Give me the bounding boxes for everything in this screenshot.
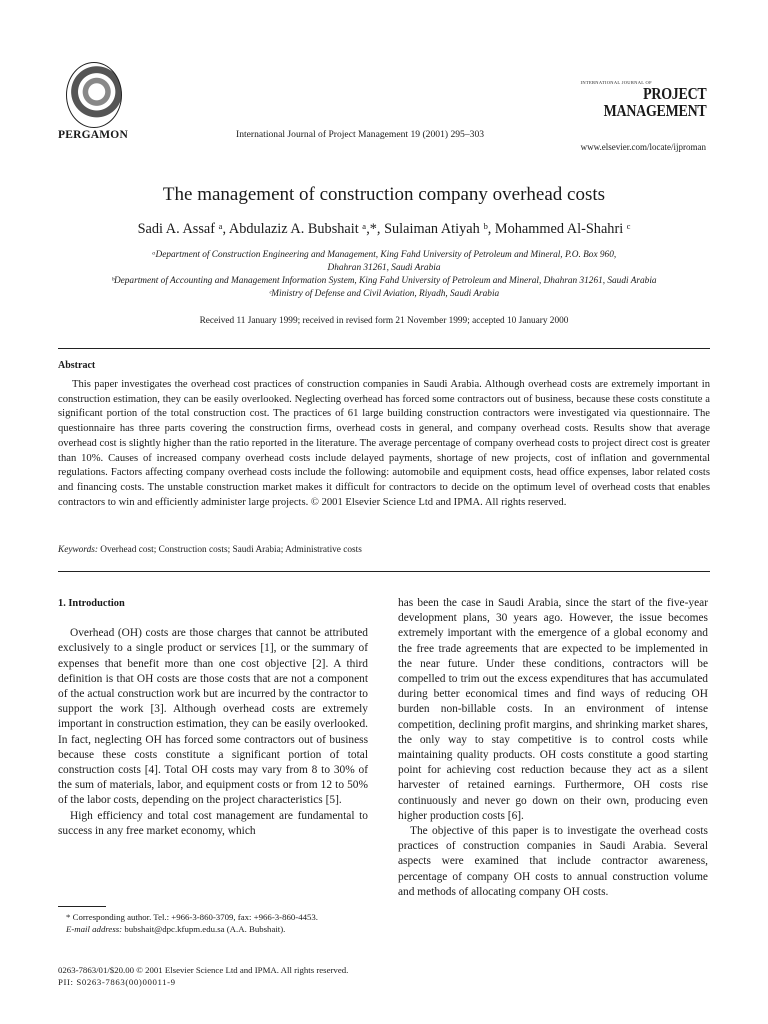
received-dates: Received 11 January 1999; received in revised form 21 November 1999; accepted 10 January 2000 [199, 316, 569, 326]
affiliation-a-line2: Dhahran 31261, Saudi Arabia [327, 263, 441, 273]
body-column-left [58, 596, 368, 839]
journal-logo-small: INTERNATIONAL JOURNAL OF [580, 80, 652, 85]
footnote [58, 911, 368, 936]
email-address[interactable]: bubshait@dpc.kfupm.edu.sa (A.A. Bubshait). [124, 924, 286, 935]
footnote-divider [58, 906, 106, 907]
affiliation-b: ᵇDepartment of Accounting and Management Information System, King Fahd University of Petroleum and Mineral, Dhahran 31261, Saudi Arabia [111, 276, 657, 286]
footer [58, 964, 348, 989]
publisher-name: PERGAMON [58, 129, 128, 141]
divider-bottom [58, 571, 710, 572]
keywords-label: Keywords: [58, 545, 98, 555]
pii-line: PII: S0263-7863(00)00011-9 [58, 977, 176, 988]
publisher-logo-icon [66, 62, 122, 128]
journal-citation: International Journal of Project Management 19 (2001) 295–303 [236, 129, 485, 140]
paragraph: The objective of this paper is to investigate the overhead costs practices of construction companies in Saudi Arabia. Several aspects were examined that include contractor awareness, percentage of company OH costs to annual construction volume and methods of allocating company OH costs. [398, 825, 708, 898]
journal-logo-line1: PROJECT [642, 84, 706, 103]
article-title: The management of construction company overhead costs [162, 184, 606, 205]
email-label: E-mail address: [66, 924, 123, 935]
journal-url[interactable]: www.elsevier.com/locate/ijproman [580, 142, 706, 152]
journal-logo [581, 80, 706, 119]
corresponding-author: * Corresponding author. Tel.: +966-3-860-3709, fax: +966-3-860-4453. [66, 912, 318, 922]
author-list: Sadi A. Assaf ᵃ, Abdulaziz A. Bubshait ᵃ,*, Sulaiman Atiyah ᵇ, Mohammed Al-Shahri ᶜ [137, 221, 631, 237]
abstract-text: This paper investigates the overhead cost practices of construction companies in Saudi Arabia. Although overhead costs are extremely important in construction estimation, they can be easily overlooked. Neglecting overhead has forced some contractors out of business, because these costs constitute a significant portion of the total construction cost. The practices of 61 large building construction contractors were investigated via questionnaire. The questionnaire has three parts covering the construction firms, overhead costs in general, and company overhead costs. Results show that average overhead cost is slightly higher than the ratio reported in the literature. The average percentage of company overhead costs to project direct cost is greater than 10%. Causes of increased company overhead costs include delayed payments, shortage of new projects, cost of inflation and governmental regulations. Factors affecting company overhead costs include the following: automobile and equipment costs, head office expenses, labor related costs and financing costs. The unstable construction market makes it difficult for contractors to decide on the optimum level of overhead costs that enables contractors to win and efficiently administer large projects. © 2001 Elsevier Science Ltd and IPMA. All rights reserved. [58, 379, 710, 508]
journal-logo-line2: MANAGEMENT [603, 101, 706, 120]
issn-line: 0263-7863/01/$20.00 © 2001 Elsevier Science Ltd and IPMA. All rights reserved. [58, 965, 349, 975]
divider-top [58, 348, 710, 349]
affiliation-a-line1: ᵃDepartment of Construction Engineering and Management, King Fahd University of Petroleum and Mineral, P.O. Box 960, [151, 250, 617, 260]
affiliations [64, 249, 704, 301]
keywords-list: Overhead cost; Construction costs; Saudi Arabia; Administrative costs [100, 545, 362, 555]
affiliation-c: ᶜMinistry of Defense and Civil Aviation, Riyadh, Saudi Arabia [268, 289, 500, 299]
abstract-heading: Abstract [58, 360, 96, 371]
paragraph: High efficiency and total cost management are fundamental to success in any free market economy, which [58, 809, 368, 837]
body-column-right [398, 596, 708, 900]
paragraph: Overhead (OH) costs are those charges that cannot be attributed exclusively to a single product or services [1], or the summary of expenses that benefit more than one cost objective [2]. A third definition is that OH costs are those costs that are not a component of the actual construction work but are incurred by the contractor to support the work [3]. Although overhead costs are extremely important in construction estimation, they can be easily overlooked. In fact, neglecting OH has forced some contractors out of business because these costs constitute a significant portion of total construction costs [4]. Total OH costs may vary from 8 to 30% of the sum of materials, labor, and equipment costs or from 12 to 50% of the labor costs, depending on the project characteristics [5]. [58, 627, 368, 807]
section-heading: 1. Introduction [58, 598, 125, 609]
paragraph: has been the case in Saudi Arabia, since the start of the five-year development plans, 30 years ago. However, the issue becomes extremely important with the emergence of a global economy and the free trade agreements that are expected to be implemented in the near future. Under these conditions, contractors will be compelled to trim out the excess expenditures that has accumulated during better economical times and find ways of reducing OH burden non-billable costs. In an environment of intense competition, declining profit margins, and shrinking market shares, the only way to stay competitive is to control costs while maintaining quality products. OH costs constitute a good starting point for achieving cost reduction because they act as a silent harvester of retained earnings. Furthermore, OH costs rise continuously and never go down on their own, producing even higher production costs [6]. [398, 597, 708, 822]
keywords [58, 545, 710, 555]
